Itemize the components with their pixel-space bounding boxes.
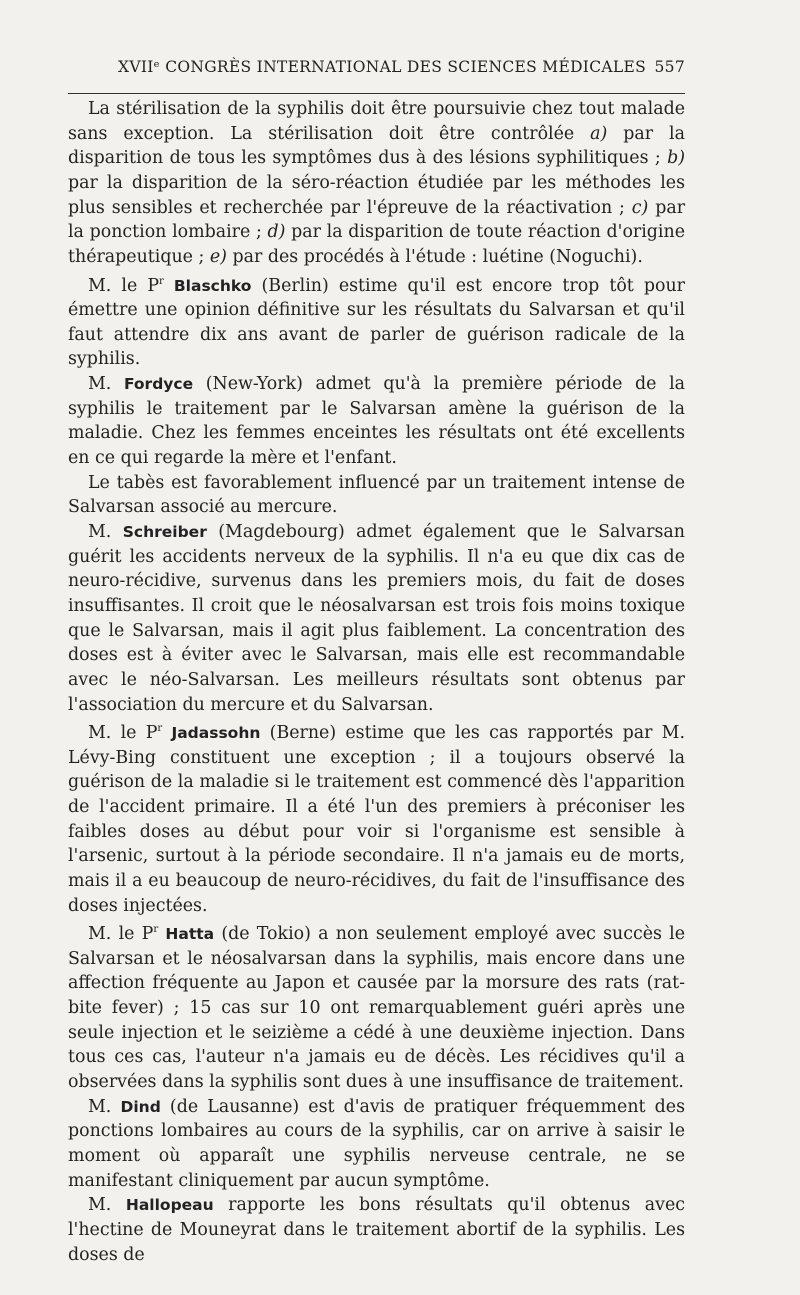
p9-prefix: M. <box>88 1195 126 1216</box>
p7-text: (de Tokio) a non seulement employé avec succès le Salvarsan et le néosalvarsan dans la syphilis, mais encore dans une affection fréquente au Japon et causée par la morsure des rats (rat-bite fever) ; 15 cas sur 10 ont remarquablement guéri après une seule injection et le seizième a cédé à une deuxième injection. Dans tous ces cas, l'auteur n'a jamais eu de décès. Les récidives qu'il a observées dans la syphilis sont dues à une insuffisance de traitement. <box>68 924 685 1092</box>
p5-text: (Magdebourg) admet également que le Salvarsan guérit les accidents nerveux de la syphilis. Il n'a eu que dix cas de neuro-récidive, survenus dans les premiers mois, du fait de doses insuffisantes. Il croit que le néosalvarsan est trois fois moins toxique que le Salvarsan, mais il agit plus faiblement. La concentration des doses est à éviter avec le Salvarsan, mais elle est recommandable avec le néo-Salvarsan. Les meilleurs résultats sont obtenus par l'association du mercure et du Salvarsan. <box>68 521 685 715</box>
speaker-name-fordyce: Fordyce <box>123 375 194 394</box>
paragraph-schreiber <box>68 520 685 717</box>
p2-prefix: M. le P <box>88 275 160 296</box>
body-text <box>68 97 685 1267</box>
p9-text: rapporte les bons résultats qu'il obtenus avec l'hectine de Mouneyrat dans le traitement abortif de la syphilis. Les doses de <box>68 1195 685 1265</box>
speaker-name-blaschko: Blaschko <box>173 276 252 295</box>
speaker-name-jadassohn: Jadassohn <box>171 724 261 742</box>
p2-text: (Berlin) estime qu'il est encore trop tôt pour émettre une opinion définitive sur les résultats du Salvarsan et qu'il faut attendre dix ans avant de parler de guérison radicale de la syphilis. <box>68 275 685 370</box>
speaker-name-dind: Dind <box>120 1097 161 1116</box>
p1-marker-c: c) <box>631 197 649 218</box>
p3-text: (New-York) admet qu'à la première période de la syphilis le traitement par le Salvarsan amène la guérison de la maladie. Chez les femmes enceintes les résultats ont été excellents en ce qui regarde la mère et l'enfant. <box>68 374 685 468</box>
p6-prefix: M. le P <box>88 723 158 743</box>
p1-text-6: par des procédés à l'étude : luétine (Noguchi). <box>226 246 643 267</box>
p7-prefix: M. le P <box>88 924 154 945</box>
paragraph-hallopeau <box>68 1193 685 1267</box>
p8-prefix: M. <box>88 1096 121 1117</box>
p1-marker-d: d) <box>267 222 286 243</box>
p1-text-2: par la disparition de tous les symptômes dus à des lésions syphilitiques ; <box>68 123 685 169</box>
speaker-name-hallopeau: Hallopeau <box>125 1196 214 1215</box>
p1-marker-b: b) <box>667 148 685 169</box>
p4-text: Le tabès est favorablement influencé par un traitement intense de Salvarsan associé au mercure. <box>68 472 685 518</box>
p6-text: (Berne) estime que les cas rapportés par M. Lévy-Bing constituent une exception ; il a toujours observé la guérison de la maladie si le traitement est commencé dès l'apparition de l'accident primaire. Il a été l'un des premiers à préconiser les faibles doses au début pour voir si l'organisme est sensible à l'arsenic, surtout à la période secondaire. Il n'a jamais eu de morts, mais il a eu beaucoup de neuro-récidives, du fait de l'insuffisance des doses injectées. <box>68 723 685 916</box>
p8-text: (de Lausanne) est d'avis de pratiquer fréquemment des ponctions lombaires au cours de la syphilis, car on arrive à saisir le moment où apparaît une syphilis nerveuse centrale, ne se manifestant cliniquement par aucun symptôme. <box>68 1096 685 1191</box>
paragraph-blaschko <box>68 270 685 372</box>
p3-prefix: M. <box>88 374 124 395</box>
page-number: 557 <box>654 58 685 76</box>
speaker-name-schreiber: Schreiber <box>122 522 207 541</box>
paragraph-hatta <box>68 918 685 1094</box>
running-title: XVIIᵉ CONGRÈS INTERNATIONAL DES SCIENCES MÉDICALES <box>118 58 647 76</box>
p5-prefix: M. <box>88 521 123 542</box>
paragraph-sterilisation <box>68 97 685 270</box>
p1-text-3: par la disparition de la séro-réaction étudiée par les méthodes les plus sensibles et recherchée par l'épreuve de la réactivation ; <box>68 172 685 218</box>
p7-superscript: r <box>153 924 159 936</box>
paragraph-jadassohn <box>68 717 685 918</box>
p1-text-4: par la ponction lombaire ; <box>68 197 686 243</box>
paragraph-fordyce <box>68 372 685 471</box>
p2-superscript: r <box>159 275 164 287</box>
speaker-name-hatta: Hatta <box>165 925 215 944</box>
p1-marker-a: a) <box>590 123 608 144</box>
paragraph-tabes <box>68 471 685 520</box>
p1-marker-e: e) <box>209 246 227 267</box>
running-header <box>68 58 685 76</box>
paragraph-dind <box>68 1095 685 1194</box>
p1-text-5: par la disparition de toute réaction d'origine thérapeutique ; <box>68 222 685 267</box>
p1-text-1: La stérilisation de la syphilis doit être poursuivie chez tout malade sans exception. La stérilisation doit être contrôlée <box>68 99 685 144</box>
p6-superscript: r <box>157 723 163 735</box>
header-rule <box>68 93 685 94</box>
